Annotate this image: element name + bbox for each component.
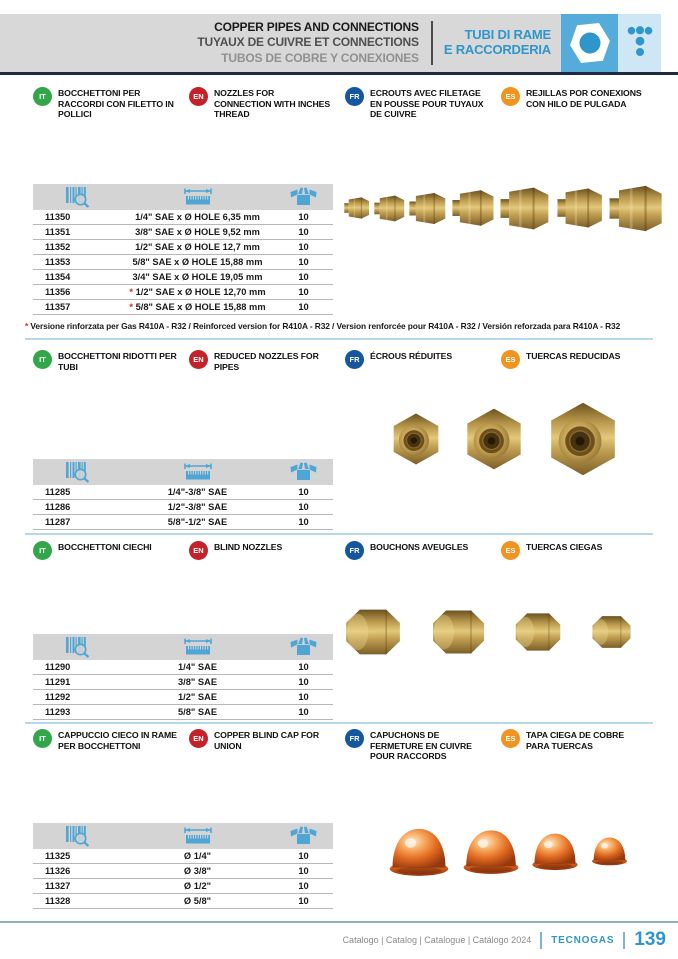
size-text: 3/8" SAE x Ø HOLE 9,52 mm bbox=[135, 227, 260, 237]
lang-text: BOCCHETTONI CIECHI bbox=[58, 542, 152, 552]
header-title-bar bbox=[0, 14, 561, 72]
lang-text: CAPUCHONS DE FERMETURE EN CUIVRE POUR RACCORDS bbox=[370, 730, 472, 762]
product-photo-blind-caps bbox=[344, 597, 632, 667]
category-badge bbox=[444, 28, 551, 58]
product-photo-reduced-nuts bbox=[390, 400, 620, 478]
code-search-icon bbox=[33, 461, 121, 483]
table-row bbox=[33, 285, 333, 300]
product-code: 11356 bbox=[45, 287, 71, 297]
lang-item-en bbox=[189, 541, 345, 560]
lang-item-es bbox=[501, 541, 657, 560]
table-row bbox=[33, 515, 333, 530]
table-row bbox=[33, 500, 333, 515]
product-size bbox=[121, 287, 274, 297]
product-size bbox=[121, 692, 274, 702]
pack-qty: 10 bbox=[298, 517, 309, 527]
lang-badge-es: ES bbox=[501, 87, 520, 106]
package-quantity-icon bbox=[274, 462, 333, 482]
footnote-text: Versione rinforzata per Gas R410A - R32 / Reinforced version for R410A - R32 / Version renforcée pour R410A - R32 / Versión reforzada para R410A - R32 bbox=[28, 321, 621, 331]
lang-badge-es: ES bbox=[501, 729, 520, 748]
lang-item-en bbox=[189, 729, 345, 762]
product-photo-flare-nuts bbox=[344, 178, 670, 238]
header-divider bbox=[431, 21, 433, 65]
product-size bbox=[121, 662, 274, 672]
pack-qty: 10 bbox=[298, 212, 309, 222]
page-header bbox=[0, 14, 661, 72]
product-size bbox=[121, 851, 274, 861]
package-quantity-icon bbox=[274, 637, 333, 657]
product-size bbox=[121, 517, 274, 527]
section3-language-headers bbox=[33, 541, 663, 560]
lang-item-fr bbox=[345, 729, 501, 762]
product-code: 11286 bbox=[45, 502, 71, 512]
brand-name: TECNOGAS bbox=[551, 934, 615, 946]
lang-item-it bbox=[33, 729, 189, 762]
table-header bbox=[33, 634, 333, 660]
lang-item-en bbox=[189, 350, 345, 372]
product-code: 11326 bbox=[45, 866, 71, 876]
section-divider bbox=[25, 722, 653, 724]
diameter-ruler-icon bbox=[121, 188, 274, 206]
size-text: Ø 1/4" bbox=[183, 851, 212, 861]
badge-line-2: E RACCORDERIA bbox=[443, 42, 551, 57]
size-text: 1/2"-3/8" SAE bbox=[167, 502, 228, 512]
lang-badge-fr: FR bbox=[345, 729, 364, 748]
tecnogas-dots-logo bbox=[618, 14, 661, 72]
product-code: 11292 bbox=[45, 692, 71, 702]
reinforced-star: * bbox=[129, 302, 136, 312]
size-text: 5/8" SAE x Ø HOLE 15,88 mm bbox=[135, 302, 266, 312]
lang-text: TAPA CIEGA DE COBRE PARA TUERCAS bbox=[526, 730, 625, 751]
product-code: 11357 bbox=[45, 302, 71, 312]
lang-badge-es: ES bbox=[501, 350, 520, 369]
lang-text: BOCCHETTONI RIDOTTI PER TUBI bbox=[58, 351, 177, 372]
product-code: 11353 bbox=[45, 257, 71, 267]
product-code: 11328 bbox=[45, 896, 71, 906]
product-size bbox=[121, 896, 274, 906]
footer-rule bbox=[0, 921, 678, 923]
table-header bbox=[33, 823, 333, 849]
product-size bbox=[121, 502, 274, 512]
size-text: 1/4" SAE x Ø HOLE 6,35 mm bbox=[135, 212, 260, 222]
product-size bbox=[121, 866, 274, 876]
table-row bbox=[33, 485, 333, 500]
lang-text: TUERCAS CIEGAS bbox=[526, 542, 603, 552]
lang-text: REJILLAS POR CONEXIONS CON HILO DE PULGADA bbox=[526, 88, 642, 109]
lang-item-es bbox=[501, 729, 657, 762]
diameter-ruler-icon bbox=[121, 638, 274, 656]
header-titles bbox=[197, 20, 418, 66]
lang-text: ÉCROUS RÉDUITES bbox=[370, 351, 453, 361]
pack-qty: 10 bbox=[298, 851, 309, 861]
table-row bbox=[33, 240, 333, 255]
product-size bbox=[121, 212, 274, 222]
title-french: TUYAUX DE CUIVRE ET CONNECTIONS bbox=[197, 35, 419, 50]
table-row bbox=[33, 225, 333, 240]
product-table-4 bbox=[33, 823, 333, 909]
product-size bbox=[121, 257, 274, 267]
lang-item-es bbox=[501, 350, 657, 372]
table-row bbox=[33, 864, 333, 879]
diameter-ruler-icon bbox=[121, 463, 274, 481]
lang-badge-fr: FR bbox=[345, 350, 364, 369]
code-search-icon bbox=[33, 636, 121, 658]
product-code: 11287 bbox=[45, 517, 71, 527]
lang-text: NOZZLES FOR CONNECTION WITH INCHES THREAD bbox=[214, 88, 331, 120]
package-quantity-icon bbox=[274, 187, 333, 207]
pack-qty: 10 bbox=[298, 707, 309, 717]
product-table-1 bbox=[33, 184, 333, 315]
size-text: 5/8" SAE bbox=[177, 707, 218, 717]
product-size bbox=[121, 881, 274, 891]
table-header bbox=[33, 184, 333, 210]
section4-language-headers bbox=[33, 729, 663, 762]
product-size bbox=[121, 677, 274, 687]
lang-item-fr bbox=[345, 87, 501, 120]
lang-badge-it: IT bbox=[33, 87, 52, 106]
pack-qty: 10 bbox=[298, 242, 309, 252]
lang-badge-fr: FR bbox=[345, 87, 364, 106]
code-search-icon bbox=[33, 186, 121, 208]
footer-divider bbox=[540, 932, 542, 949]
size-text: 5/8"-1/2" SAE bbox=[167, 517, 228, 527]
size-text: 3/4" SAE x Ø HOLE 19,05 mm bbox=[132, 272, 263, 282]
pack-qty: 10 bbox=[298, 502, 309, 512]
lang-text: CAPPUCCIO CIECO IN RAME PER BOCCHETTONI bbox=[58, 730, 177, 751]
pack-qty: 10 bbox=[298, 866, 309, 876]
footnote-star: * bbox=[25, 321, 29, 331]
product-photo-copper-caps bbox=[388, 813, 628, 887]
lang-badge-it: IT bbox=[33, 541, 52, 560]
pack-qty: 10 bbox=[298, 272, 309, 282]
lang-badge-en: EN bbox=[189, 350, 208, 369]
reinforced-footnote bbox=[25, 321, 620, 331]
pack-qty: 10 bbox=[298, 257, 309, 267]
size-text: Ø 5/8" bbox=[183, 896, 212, 906]
header-rule bbox=[0, 72, 678, 75]
product-table-2 bbox=[33, 459, 333, 530]
lang-text: ECROUTS AVEC FILETAGE EN POUSSE POUR TUYAUX DE CUIVRE bbox=[370, 88, 484, 120]
pack-qty: 10 bbox=[298, 881, 309, 891]
table-row bbox=[33, 849, 333, 864]
lang-text: REDUCED NOZZLES FOR PIPES bbox=[214, 351, 319, 372]
page-footer bbox=[343, 928, 666, 952]
table-row bbox=[33, 210, 333, 225]
product-code: 11350 bbox=[45, 212, 71, 222]
hexagon-nut-icon bbox=[561, 14, 618, 72]
lang-badge-es: ES bbox=[501, 541, 520, 560]
table-row bbox=[33, 255, 333, 270]
product-code: 11327 bbox=[45, 881, 71, 891]
size-text: 1/2" SAE x Ø HOLE 12,70 mm bbox=[135, 287, 266, 297]
pack-qty: 10 bbox=[298, 896, 309, 906]
table-row bbox=[33, 270, 333, 285]
pack-qty: 10 bbox=[298, 487, 309, 497]
reinforced-star: * bbox=[129, 287, 136, 297]
badge-line-1: TUBI DI RAME bbox=[464, 27, 551, 43]
lang-badge-en: EN bbox=[189, 729, 208, 748]
product-code: 11354 bbox=[45, 272, 71, 282]
lang-item-fr bbox=[345, 350, 501, 372]
section2-language-headers bbox=[33, 350, 663, 372]
product-code: 11291 bbox=[45, 677, 71, 687]
size-text: 1/4"-3/8" SAE bbox=[167, 487, 228, 497]
code-search-icon bbox=[33, 825, 121, 847]
lang-text: BLIND NOZZLES bbox=[214, 542, 283, 552]
product-code: 11285 bbox=[45, 487, 71, 497]
size-text: 1/2" SAE bbox=[177, 692, 218, 702]
lang-item-it bbox=[33, 87, 189, 120]
footer-divider bbox=[623, 932, 625, 949]
section1-language-headers bbox=[33, 87, 663, 120]
product-code: 11293 bbox=[45, 707, 71, 717]
lang-badge-fr: FR bbox=[345, 541, 364, 560]
table-header bbox=[33, 459, 333, 485]
lang-text: COPPER BLIND CAP FOR UNION bbox=[214, 730, 319, 751]
lang-item-fr bbox=[345, 541, 501, 560]
title-english: COPPER PIPES AND CONNECTIONS bbox=[214, 19, 419, 34]
product-size bbox=[121, 707, 274, 717]
table-row bbox=[33, 660, 333, 675]
pack-qty: 10 bbox=[298, 287, 309, 297]
lang-badge-en: EN bbox=[189, 87, 208, 106]
pack-qty: 10 bbox=[298, 227, 309, 237]
package-quantity-icon bbox=[274, 826, 333, 846]
diameter-ruler-icon bbox=[121, 827, 274, 845]
table-row bbox=[33, 690, 333, 705]
product-size bbox=[121, 227, 274, 237]
table-row bbox=[33, 300, 333, 315]
section-divider bbox=[25, 533, 653, 535]
product-code: 11351 bbox=[45, 227, 71, 237]
section-divider bbox=[25, 338, 653, 340]
product-code: 11290 bbox=[45, 662, 71, 672]
pack-qty: 10 bbox=[298, 302, 309, 312]
lang-item-en bbox=[189, 87, 345, 120]
size-text: 1/4" SAE bbox=[177, 662, 218, 672]
table-row bbox=[33, 879, 333, 894]
lang-text: BOCCHETTONI PER RACCORDI CON FILETTO IN POLLICI bbox=[58, 88, 174, 120]
lang-badge-en: EN bbox=[189, 541, 208, 560]
product-size bbox=[121, 242, 274, 252]
pack-qty: 10 bbox=[298, 692, 309, 702]
lang-badge-it: IT bbox=[33, 729, 52, 748]
size-text: Ø 3/8" bbox=[183, 866, 212, 876]
catalog-label: Catalogo | Catalog | Catalogue | Catálogo 2024 bbox=[342, 935, 532, 945]
lang-text: BOUCHONS AVEUGLES bbox=[370, 542, 469, 552]
lang-item-it bbox=[33, 541, 189, 560]
product-size bbox=[121, 487, 274, 497]
table-row bbox=[33, 705, 333, 720]
size-text: 1/2" SAE x Ø HOLE 12,7 mm bbox=[135, 242, 260, 252]
size-text: 5/8" SAE x Ø HOLE 15,88 mm bbox=[132, 257, 263, 267]
title-spanish: TUBOS DE COBRE Y CONEXIONES bbox=[221, 50, 419, 65]
product-table-3 bbox=[33, 634, 333, 720]
product-size bbox=[121, 302, 274, 312]
lang-item-es bbox=[501, 87, 657, 120]
table-row bbox=[33, 675, 333, 690]
pack-qty: 10 bbox=[298, 662, 309, 672]
size-text: 3/8" SAE bbox=[177, 677, 218, 687]
product-code: 11325 bbox=[45, 851, 71, 861]
lang-item-it bbox=[33, 350, 189, 372]
page-number: 139 bbox=[634, 929, 666, 950]
lang-badge-it: IT bbox=[33, 350, 52, 369]
pack-qty: 10 bbox=[298, 677, 309, 687]
table-row bbox=[33, 894, 333, 909]
product-code: 11352 bbox=[45, 242, 71, 252]
lang-text: TUERCAS REDUCIDAS bbox=[526, 351, 621, 361]
product-size bbox=[121, 272, 274, 282]
size-text: Ø 1/2" bbox=[183, 881, 212, 891]
